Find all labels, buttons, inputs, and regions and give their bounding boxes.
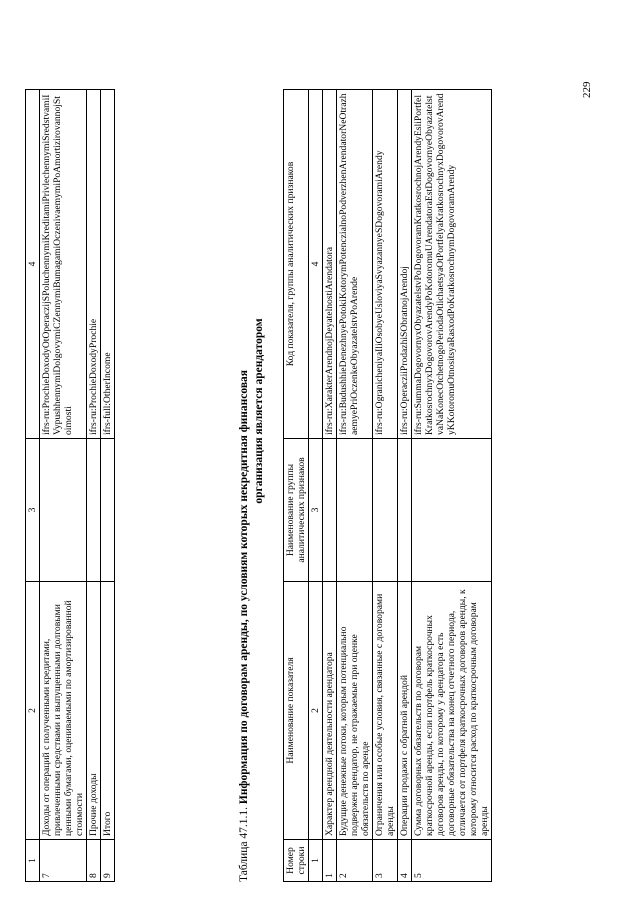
row-number: 8 — [87, 840, 101, 882]
row-number: 3 — [373, 840, 398, 882]
caption-title-line1: Информация по договорам аренды, по условиям которых некредитная финансовая — [238, 369, 250, 805]
caption-title-line2: организация является арендатором — [253, 318, 265, 504]
rotated-content — [25, 22, 615, 882]
row-name: Ограничения или особые условия, связанные с договорами аренды — [373, 582, 398, 840]
row-code: ifrs-ru:BudushhieDenezhnyePotokiKotorymPotenczialnoPodverzhenArendatorNeOtrazhaemyePriOczenkeObyazatelstvPoArende — [337, 90, 373, 439]
row-number: 9 — [101, 840, 115, 882]
column-title-number: Номер строки — [284, 840, 309, 882]
row-code: ifrs-ru:OperacziiProdazhiSObratnojArendoj — [398, 90, 412, 439]
header-col-3: 3 — [309, 439, 323, 582]
page-number: 229 — [581, 81, 593, 98]
row-code: ifrs-ru:OgranicheniyaIliOsobyeUsloviyaSvyazannyeSDogovoramiArendy — [373, 90, 398, 439]
column-title-group: Наименование группы аналитических признаков — [284, 439, 309, 582]
table-row — [40, 90, 87, 882]
table-row — [337, 90, 373, 882]
table-header-row — [26, 90, 40, 882]
column-title-row — [284, 90, 309, 882]
row-name: Доходы от операций с полученными кредитами, привлеченными средствами и выпущенными долговыми ценными бумагами, оцениваемыми по амортизированной стоимости — [40, 582, 87, 840]
row-number: 2 — [337, 840, 373, 882]
table-row — [87, 90, 101, 882]
row-code: ifrs-ru:ProchieDoxodyOtOperaczijSPoluchennymiKreditamiPrivlechennymiSredstvamiIVypushhennymiDolgovymiCZennymiBumagamiOczenivaemymiPoAmortizirovannojStoimosti — [40, 90, 87, 439]
table-caption — [237, 90, 267, 882]
table-row — [373, 90, 398, 882]
row-group — [40, 439, 87, 582]
header-col-1: 1 — [26, 840, 40, 882]
row-group — [87, 439, 101, 582]
table-row — [412, 90, 492, 882]
header-col-4: 4 — [26, 90, 40, 439]
row-group — [412, 439, 492, 582]
header-col-2: 2 — [309, 582, 323, 840]
row-group — [323, 439, 337, 582]
table-row — [101, 90, 115, 882]
row-code: ifrs-full:OtherIncome — [101, 90, 115, 439]
row-code: ifrs-ru:XarakterArendnojDeyatelnostiArendatora — [323, 90, 337, 439]
row-code: ifrs-ru:ProchieDoxodyProchie — [87, 90, 101, 439]
row-name: Характер арендной деятельности арендатора — [323, 582, 337, 840]
column-title-name: Наименование показателя — [284, 582, 309, 840]
row-group — [398, 439, 412, 582]
row-name: Сумма договорных обязательств по договорам краткосрочной аренды, если портфель краткосрочных договоров аренды, по которому у арендатора есть договорные обязательства на конец отчетного периода, отличается от портфеля краткосрочных договоров аренды, к которому относится расход по краткосрочным договорам аренды — [412, 582, 492, 840]
row-name: Операции продажи с обратной арендой — [398, 582, 412, 840]
table-row — [398, 90, 412, 882]
row-group — [373, 439, 398, 582]
caption-label: Таблица 47.1.1. — [238, 806, 250, 882]
row-number: 1 — [323, 840, 337, 882]
table-row — [323, 90, 337, 882]
header-col-1: 1 — [309, 840, 323, 882]
row-number: 5 — [412, 840, 492, 882]
row-name: Итого — [101, 582, 115, 840]
row-number: 4 — [398, 840, 412, 882]
header-col-3: 3 — [26, 439, 40, 582]
row-group — [101, 439, 115, 582]
row-name: Прочие доходы — [87, 582, 101, 840]
row-name: Будущие денежные потоки, которым потенциально подвержен арендатор, не отражаемые при оценке обязательств по аренде — [337, 582, 373, 840]
income-table-continued — [25, 89, 115, 882]
header-col-4: 4 — [309, 90, 323, 439]
column-number-row — [309, 90, 323, 882]
header-col-2: 2 — [26, 582, 40, 840]
column-title-code: Код показателя, группы аналитических признаков — [284, 90, 309, 439]
row-code: ifrs-ru:SummaDogovornyxObyazatelstvPoDogovoramKratkosrochnojArendyEsliPortfelKratkosrochnyxDogovorovArendyPoKotoromuUArendatoraEstDogovornyeObyazatelstvaNaKonecOtchetnogoPeriodaOtlichaetsyaOtPortfelyaKratkosrochnyxDogovorovArendyKKotoromuOtnositsyaRasxodPoKratkosrochnymDogovoramArendy — [412, 90, 492, 439]
lease-info-table — [283, 89, 492, 882]
row-group — [337, 439, 373, 582]
row-number: 7 — [40, 840, 87, 882]
